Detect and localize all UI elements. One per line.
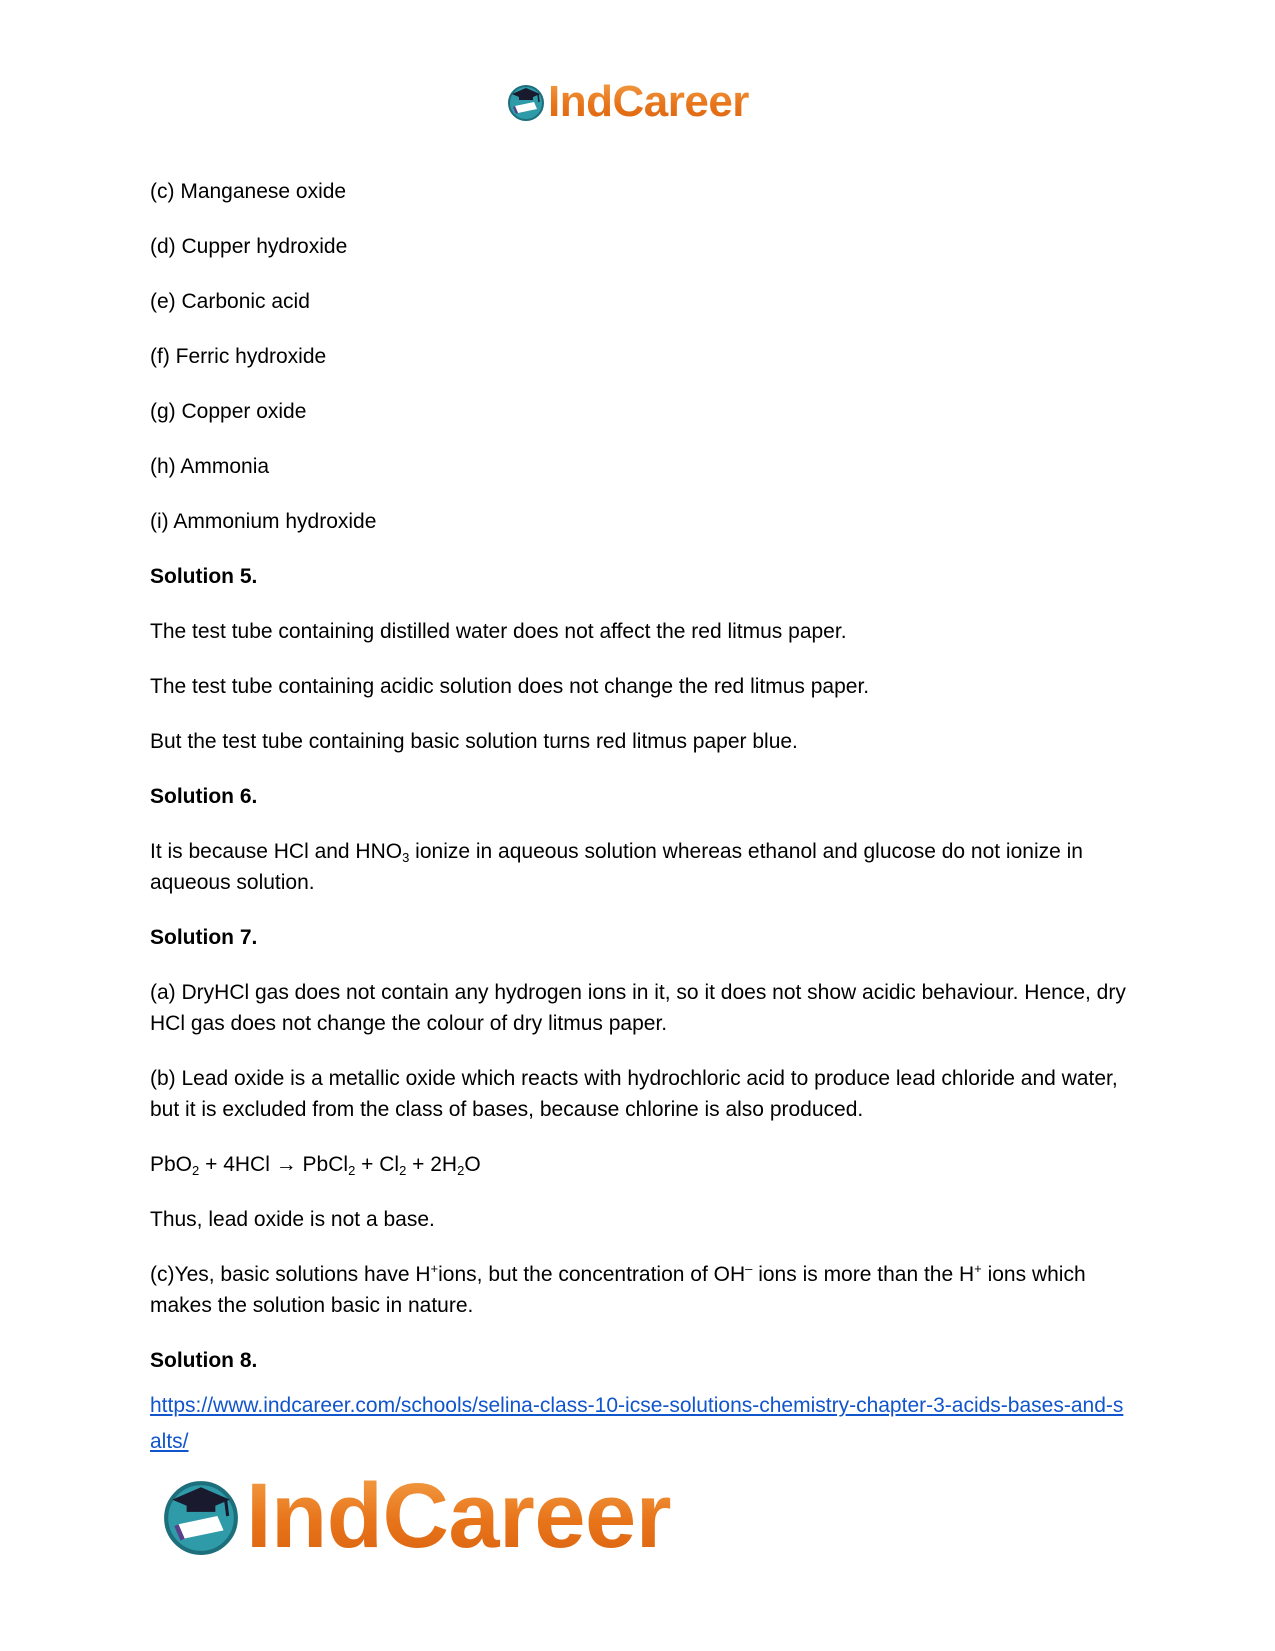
option-item: (f) Ferric hydroxide <box>150 345 327 368</box>
option-item: (d) Cupper hydroxide <box>150 235 348 258</box>
brand-wordmark: IndCareer <box>548 77 749 126</box>
brand-wordmark: IndCareer <box>246 1465 671 1567</box>
solution-5-line: The test tube containing acidic solution does not change the red litmus paper. <box>150 675 870 698</box>
solution-7-part-c: (c)Yes, basic solutions have H+ions, but the concentration of OH– ions is more than the H+ ions which makes the solution basic in nature. <box>150 1261 1086 1317</box>
option-item: (c) Manganese oxide <box>150 180 347 203</box>
solution-7-heading: Solution 7. <box>150 926 258 949</box>
solution-7-part-b: (b) Lead oxide is a metallic oxide which reacts with hydrochloric acid to produce lead chloride and water, but it is excluded from the class of bases, because chlorine is also produced. <box>150 1067 1118 1121</box>
solution-7-part-a: (a) DryHCl gas does not contain any hydrogen ions in it, so it does not show acidic behaviour. Hence, dry HCl gas does not change the colour of dry litmus paper. <box>150 981 1126 1035</box>
chemical-equation: PbO$_2$ + 4HCl → PbCl$_2$ + $Cl_2 + 2H_2O$ <box>150 1153 481 1178</box>
solution-5-line: But the test tube containing basic solution turns red litmus paper blue. <box>150 730 798 753</box>
option-item: (e) Carbonic acid <box>150 290 310 313</box>
solution-8-heading: Solution 8. <box>150 1349 258 1372</box>
option-item: (h) Ammonia <box>150 455 270 478</box>
solution-5-line: The test tube containing distilled water does not affect the red litmus paper. <box>150 620 847 643</box>
source-link[interactable]: https://www.indcareer.com/schools/selina-class-10-icse-solutions-chemistry-chapter-3-acids-bases-and-salts/ <box>150 1394 1124 1453</box>
footer-logo <box>160 1465 671 1567</box>
option-item: (i) Ammonium hydroxide <box>150 510 377 533</box>
graduation-globe-icon <box>160 1475 242 1557</box>
solution-6-heading: Solution 6. <box>150 785 258 808</box>
header-logo <box>506 78 749 126</box>
solution-5-heading: Solution 5. <box>150 565 258 588</box>
option-item: (g) Copper oxide <box>150 400 307 423</box>
solution-6-text: It is because HCl and $HNO_3$ ionize in aqueous solution whereas ethanol and glucose do not ionize in aqueous solution. <box>150 840 1083 894</box>
document-body <box>150 176 1130 1460</box>
solution-7-conclusion: Thus, lead oxide is not a base. <box>150 1208 435 1231</box>
graduation-globe-icon <box>506 82 546 122</box>
